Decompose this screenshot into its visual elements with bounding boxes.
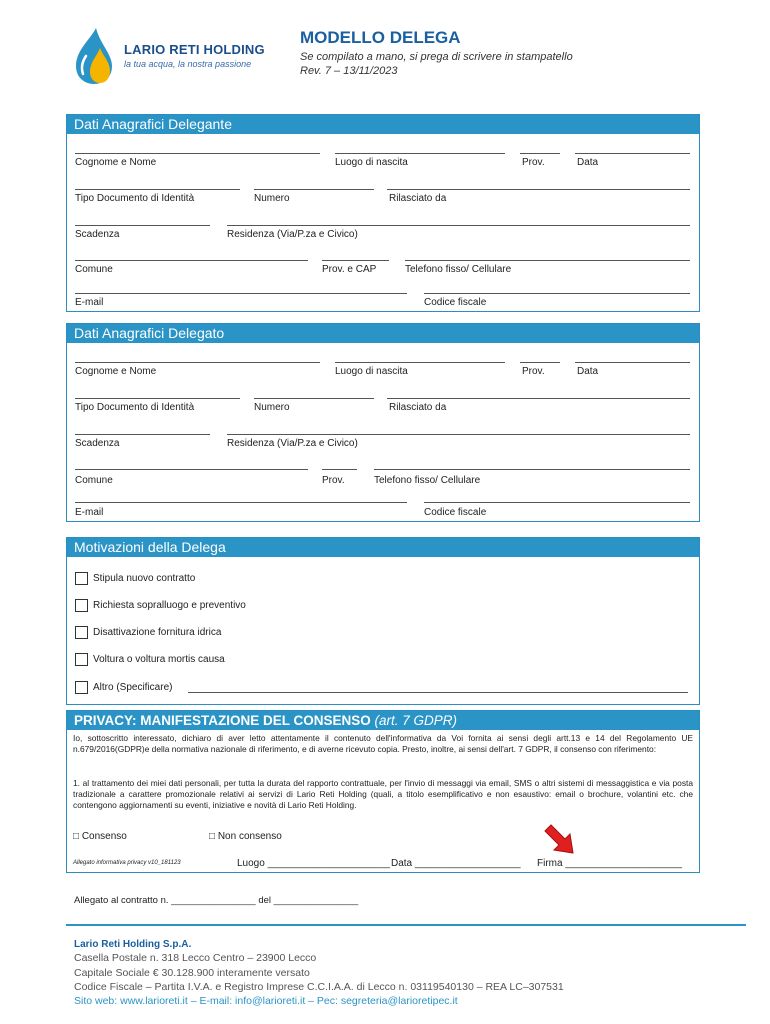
number-field[interactable]	[254, 398, 374, 399]
section-heading: Dati Anagrafici Delegato	[67, 324, 699, 343]
number-field[interactable]	[254, 189, 374, 190]
tax-code-label: Codice fiscale	[424, 297, 487, 308]
footer-company: Lario Reti Holding S.p.A.	[74, 939, 192, 950]
phone-label: Telefono fisso/ Cellulare	[374, 475, 481, 486]
name-label: Cognome e Nome	[75, 157, 157, 168]
prov-label-2: Prov.	[322, 475, 345, 486]
option-label: Disattivazione fornitura idrica	[93, 627, 222, 638]
place-field[interactable]: Luogo ______________________	[237, 858, 390, 869]
issued-by-label: Rilasciato da	[389, 193, 447, 204]
issued-by-label: Rilasciato da	[389, 402, 447, 413]
option-label: Altro (Specificare)	[93, 682, 173, 693]
tax-code-label: Codice fiscale	[424, 507, 487, 518]
doc-type-field[interactable]	[75, 398, 240, 399]
date-label: Data	[577, 157, 599, 168]
checkbox-inspection[interactable]	[75, 599, 88, 612]
date-field[interactable]	[575, 153, 690, 154]
checkbox-new-contract[interactable]	[75, 572, 88, 585]
section-delegato	[66, 323, 700, 522]
phone-field[interactable]	[374, 469, 690, 470]
email-field[interactable]	[75, 293, 407, 294]
doc-type-label: Tipo Documento di Identità	[75, 402, 195, 413]
issued-by-field[interactable]	[387, 398, 690, 399]
date-label: Data	[577, 366, 599, 377]
email-label: E-mail	[75, 507, 104, 518]
privacy-consent-text: 1. al trattamento dei miei dati personali, per tutta la durata del rapporto contrattuale, per l'invio di messaggi via email, SMS o altri sistemi di messaggistica e via posta tradizionale a carattere promozionale relativi ai servizi di Lario Reti Holding (quali, a titolo esemplificativo e non esaustivo: email o brochure, volantini etc. che contengono aggiornamenti su eventi, iniziative e novità di Lario Reti Holding.	[73, 778, 693, 811]
signature-field[interactable]: Firma _____________________	[537, 858, 683, 869]
option-label: Stipula nuovo contratto	[93, 573, 196, 584]
arrow-pointer-icon	[543, 823, 577, 857]
section-motivazioni	[66, 537, 700, 705]
residence-label: Residenza (Via/P.za e Civico)	[227, 438, 358, 449]
document-note: Se compilato a mano, si prega di scrivere in stampatello	[300, 51, 573, 63]
name-field[interactable]	[75, 153, 320, 154]
option-label: Richiesta sopralluogo e preventivo	[93, 600, 246, 611]
consent-option[interactable]: □ Consenso	[73, 831, 127, 842]
prov-cap-field[interactable]	[322, 260, 389, 261]
expiry-field[interactable]	[75, 434, 210, 435]
email-field[interactable]	[75, 502, 407, 503]
section-heading: Dati Anagrafici Delegante	[67, 115, 699, 134]
document-title: MODELLO DELEGA	[300, 28, 461, 47]
company-tagline: la tua acqua, la nostra passione	[124, 59, 252, 69]
checkbox-other[interactable]	[75, 681, 88, 694]
section-heading	[67, 711, 699, 730]
city-label: Comune	[75, 264, 113, 275]
prov-label: Prov.	[522, 366, 545, 377]
expiry-label: Scadenza	[75, 229, 120, 240]
number-label: Numero	[254, 193, 290, 204]
contract-attachment-line[interactable]: Allegato al contratto n. ________________ del ________________	[74, 895, 359, 906]
prov-field[interactable]	[520, 153, 560, 154]
footer-address: Casella Postale n. 318 Lecco Centro – 23900 Lecco	[74, 952, 317, 964]
number-label: Numero	[254, 402, 290, 413]
company-name: LARIO RETI HOLDING	[124, 42, 265, 57]
city-field[interactable]	[75, 469, 308, 470]
expiry-field[interactable]	[75, 225, 210, 226]
birthplace-field[interactable]	[335, 362, 505, 363]
checkbox-transfer[interactable]	[75, 653, 88, 666]
phone-field[interactable]	[405, 260, 690, 261]
date-field[interactable]	[575, 362, 690, 363]
privacy-heading: PRIVACY: MANIFESTAZIONE DEL CONSENSO	[74, 713, 371, 728]
attachment-note: Allegato informativa privacy v10_181123	[73, 860, 181, 866]
residence-label: Residenza (Via/P.za e Civico)	[227, 229, 358, 240]
doc-type-label: Tipo Documento di Identità	[75, 193, 195, 204]
footer-codes: Codice Fiscale – Partita I.V.A. e Registro Imprese C.C.I.A.A. di Lecco n. 03119540130 – REA LC–307531	[74, 981, 564, 993]
city-field[interactable]	[75, 260, 308, 261]
name-label: Cognome e Nome	[75, 366, 157, 377]
privacy-heading-ref: (art. 7 GDPR)	[374, 713, 458, 728]
issued-by-field[interactable]	[387, 189, 690, 190]
tax-code-field[interactable]	[424, 293, 690, 294]
doc-type-field[interactable]	[75, 189, 240, 190]
residence-field[interactable]	[227, 434, 690, 435]
name-field[interactable]	[75, 362, 320, 363]
footer-divider	[66, 924, 746, 926]
phone-label: Telefono fisso/ Cellulare	[405, 264, 512, 275]
prov-cap-label: Prov. e CAP	[322, 264, 377, 275]
email-label: E-mail	[75, 297, 104, 308]
footer-capital: Capitale Sociale € 30.128.900 interamente versato	[74, 967, 310, 979]
water-drop-logo-icon	[70, 26, 118, 86]
birthplace-field[interactable]	[335, 153, 505, 154]
birthplace-label: Luogo di nascita	[335, 366, 408, 377]
section-delegante	[66, 114, 700, 312]
section-privacy	[66, 710, 700, 873]
prov-field[interactable]	[520, 362, 560, 363]
section-heading: Motivazioni della Delega	[67, 538, 699, 557]
prov-field-2[interactable]	[322, 469, 357, 470]
no-consent-option[interactable]: □ Non consenso	[209, 831, 282, 842]
prov-label: Prov.	[522, 157, 545, 168]
city-label: Comune	[75, 475, 113, 486]
residence-field[interactable]	[227, 225, 690, 226]
document-revision: Rev. 7 – 13/11/2023	[300, 65, 398, 77]
tax-code-field[interactable]	[424, 502, 690, 503]
footer-contacts[interactable]: Sito web: www.larioreti.it – E-mail: info@larioreti.it – Pec: segreteria@larioretipec.it	[74, 995, 458, 1007]
privacy-declaration: Io, sottoscritto interessato, dichiaro di aver letto attentamente il contenuto dell'informativa da Voi fornita ai sensi degli artt.13 e 14 del Regolamento UE n.679/2016(GDPR)e della normativa nazionale di riferimento, e di averne ricevuto copia. Presto, inoltre, ai sensi dell'art. 7 GDPR, il consenso con riferimento:	[73, 733, 693, 755]
other-specify-field[interactable]	[188, 692, 688, 693]
birthplace-label: Luogo di nascita	[335, 157, 408, 168]
checkbox-deactivation[interactable]	[75, 626, 88, 639]
date-field[interactable]: Data ___________________	[391, 858, 521, 869]
expiry-label: Scadenza	[75, 438, 120, 449]
company-logo	[70, 26, 280, 86]
option-label: Voltura o voltura mortis causa	[93, 654, 225, 665]
